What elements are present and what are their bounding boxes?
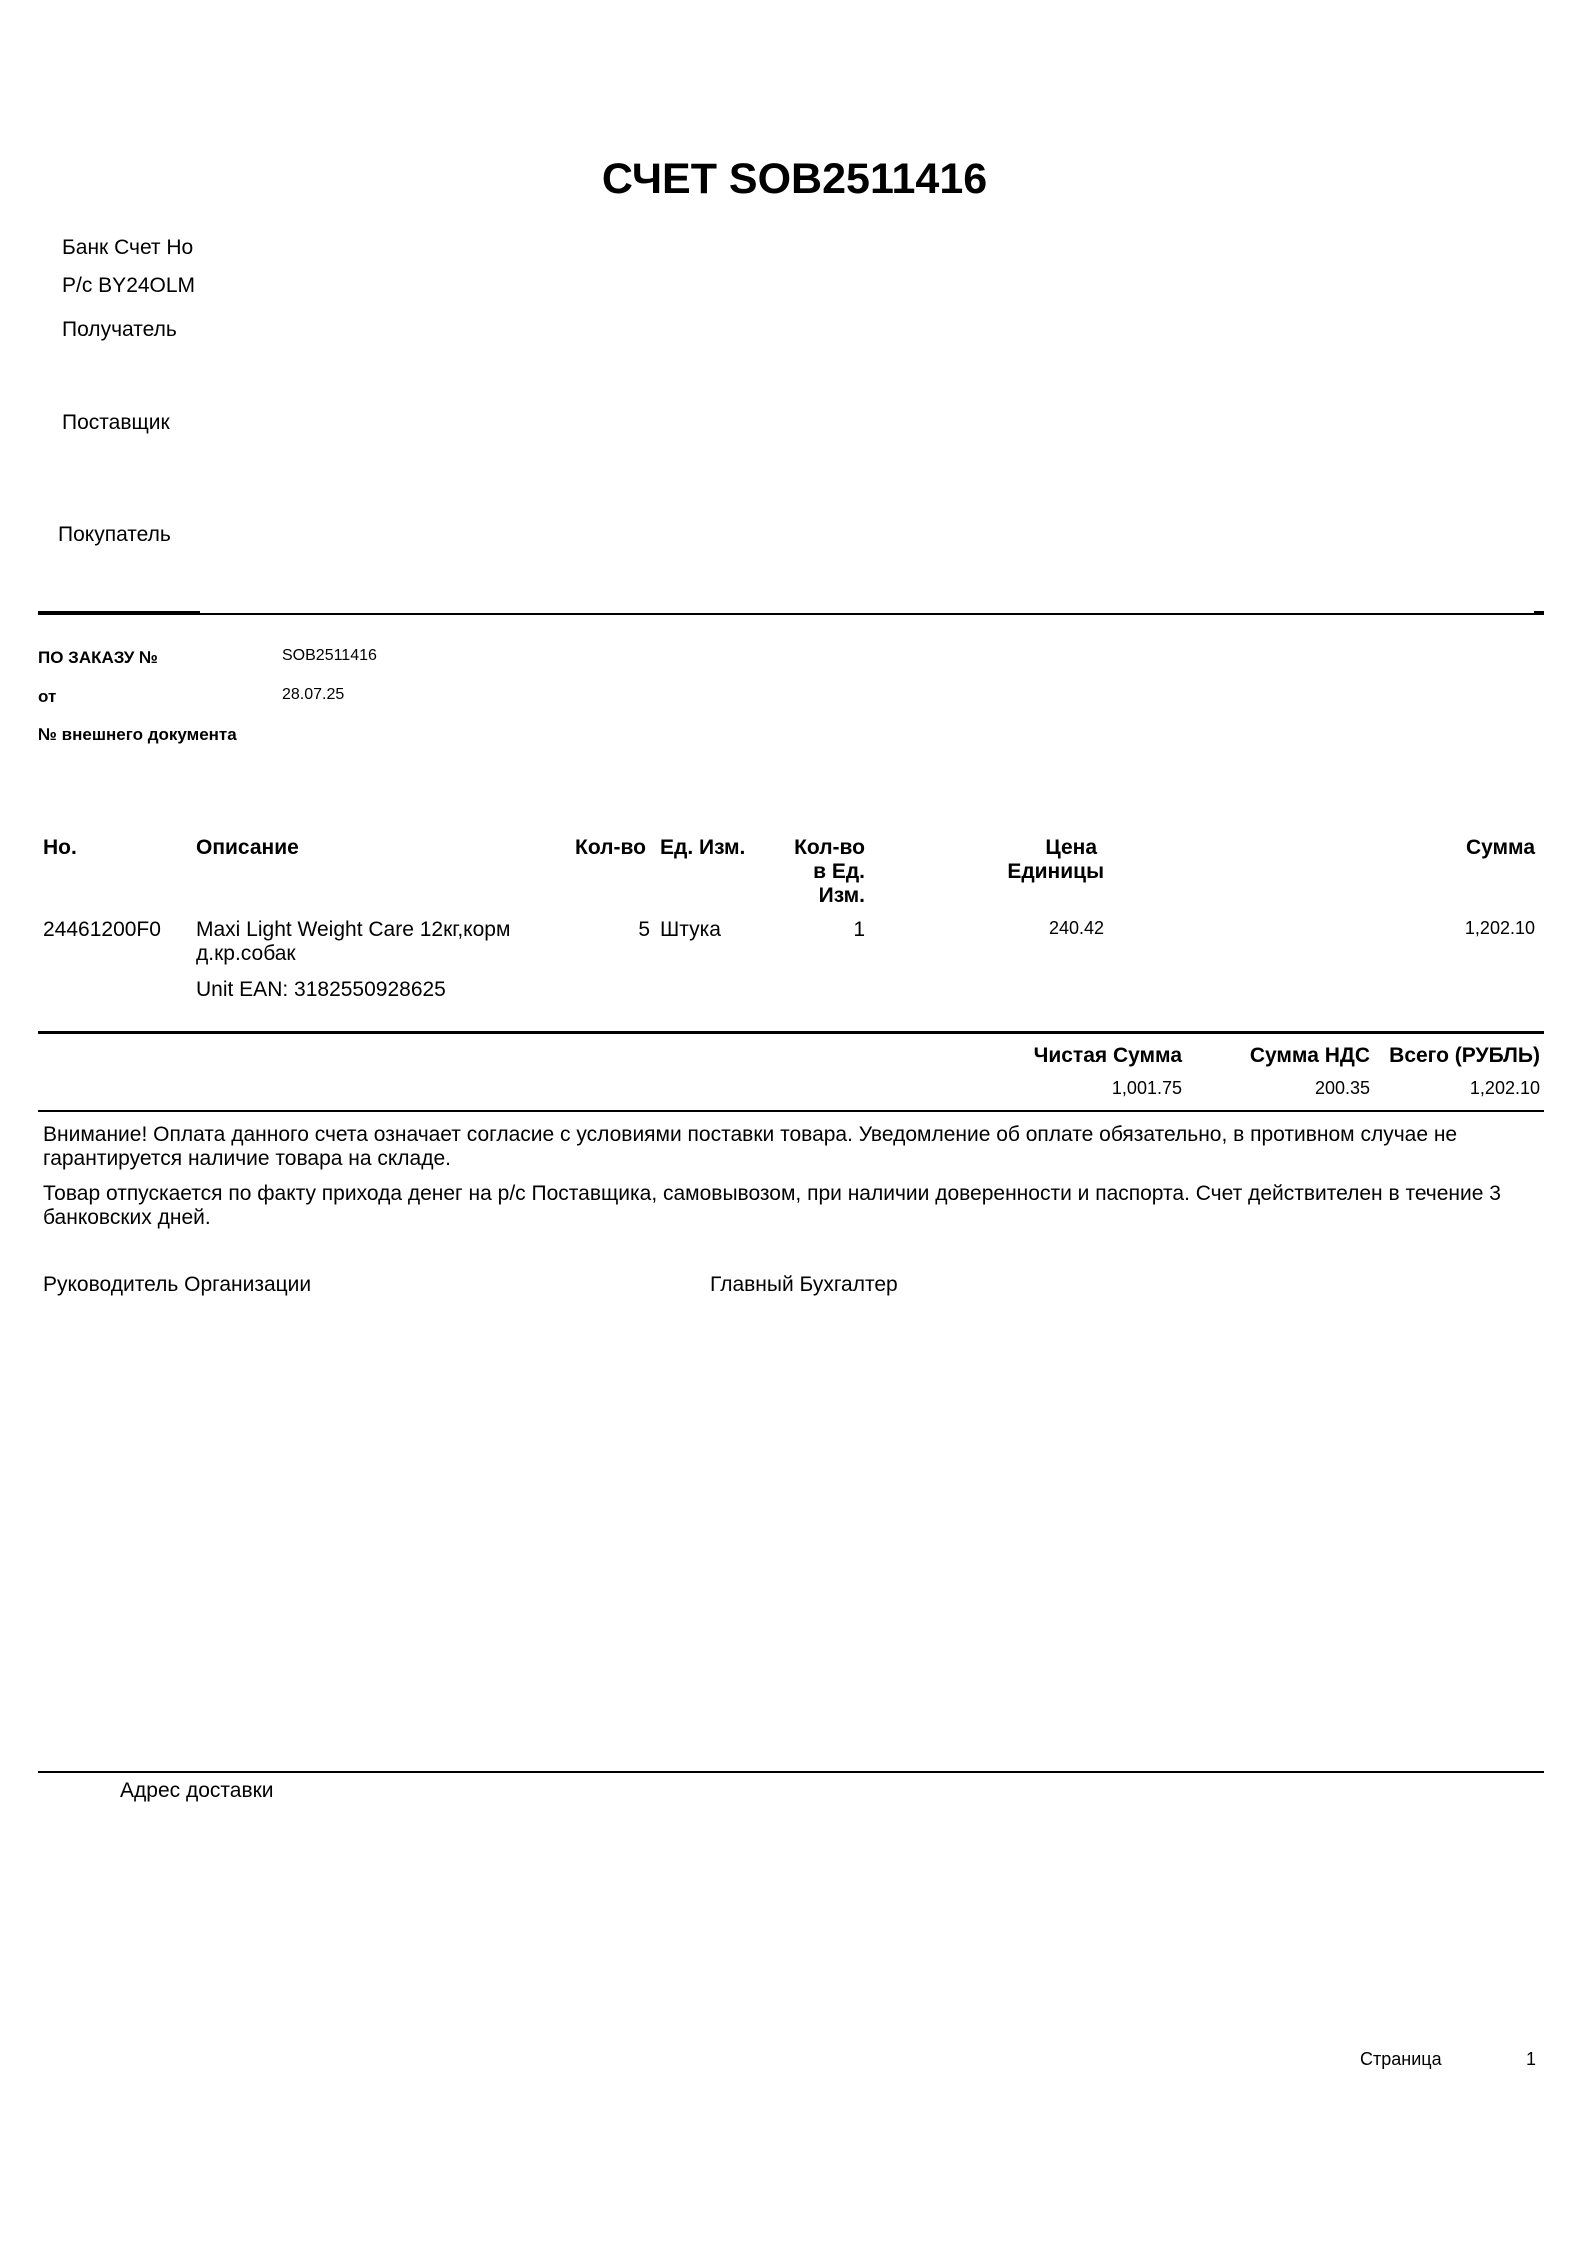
row-qty: 5 (638, 918, 650, 941)
payment-notice: Внимание! Оплата данного счета означает согласие с условиями поставки товара. Уведомление об оплате обязательно, в противном случае не гарантируется наличие товара на складе. (43, 1123, 1458, 1170)
settlement-account-label: Р/с BY24OLM (62, 274, 196, 297)
vat-amount-value: 200.35 (1314, 1078, 1370, 1098)
page-label: Страница (1360, 2049, 1442, 2069)
header-divider (38, 613, 1544, 615)
release-conditions-notice: Товар отпускается по факту прихода денег на р/с Поставщика, самовывозом, при наличии доверенности и паспорта. Счет действителен в течение 3 банковских дней. (43, 1182, 1501, 1229)
row-ean: Unit EAN: 3182550928625 (196, 978, 446, 1001)
order-number-value: SOB2511416 (282, 647, 377, 664)
order-date-label: от (38, 687, 57, 706)
header-right-tick (1534, 611, 1544, 613)
col-header-qty-per-unit-line1: Кол-во (794, 836, 865, 859)
bank-account-label: Банк Счет Но (62, 236, 194, 259)
totals-bottom-rule (38, 1110, 1544, 1112)
row-amount: 1,202.10 (1464, 918, 1535, 938)
order-date-value: 28.07.25 (282, 686, 345, 703)
row-description-line1: Maxi Light Weight Care 12кг,корм (196, 918, 511, 941)
col-header-unit-price-line2: Единицы (1007, 860, 1104, 883)
col-header-unit-price-line1: Цена (1045, 836, 1097, 859)
row-unit-price: 240.42 (1048, 918, 1104, 938)
net-amount-value: 1,001.75 (1111, 1078, 1182, 1098)
delivery-address-label: Адрес доставки (120, 1779, 274, 1802)
supplier-label: Поставщик (62, 411, 170, 434)
director-signature-label: Руководитель Организации (43, 1273, 312, 1296)
col-header-qty-per-unit (760, 836, 865, 908)
col-header-amount: Сумма (1465, 836, 1535, 859)
col-header-unit: Ед. Изм. (660, 836, 746, 859)
col-header-qty-per-unit-line2: в Ед. (813, 860, 865, 883)
col-header-qty: Кол-во (575, 836, 646, 859)
order-number-label: ПО ЗАКАЗУ № (38, 648, 158, 667)
recipient-label: Получатель (62, 318, 177, 341)
page-number: 1 (1525, 2049, 1536, 2069)
net-amount-label: Чистая Сумма (1033, 1044, 1182, 1067)
col-header-description: Описание (196, 836, 299, 859)
row-qty-per-unit: 1 (853, 918, 865, 941)
total-amount-label: Всего (РУБЛЬ) (1389, 1044, 1540, 1067)
col-header-no: Но. (43, 836, 77, 859)
invoice-title: СЧЕТ SOB2511416 (601, 155, 988, 203)
accountant-signature-label: Главный Бухгалтер (710, 1273, 898, 1296)
external-document-label: № внешнего документа (38, 725, 237, 744)
total-amount-value: 1,202.10 (1469, 1078, 1540, 1098)
vat-amount-label: Сумма НДС (1249, 1044, 1370, 1067)
delivery-divider (38, 1771, 1544, 1773)
row-unit: Штука (660, 918, 721, 941)
col-header-qty-per-unit-line3: Изм. (818, 884, 865, 907)
row-item-number: 24461200F0 (43, 918, 161, 941)
table-bottom-rule (38, 1031, 1544, 1034)
col-header-unit-price (960, 836, 1104, 884)
buyer-label: Покупатель (58, 523, 171, 546)
row-description-line2: д.кр.собак (196, 942, 296, 965)
